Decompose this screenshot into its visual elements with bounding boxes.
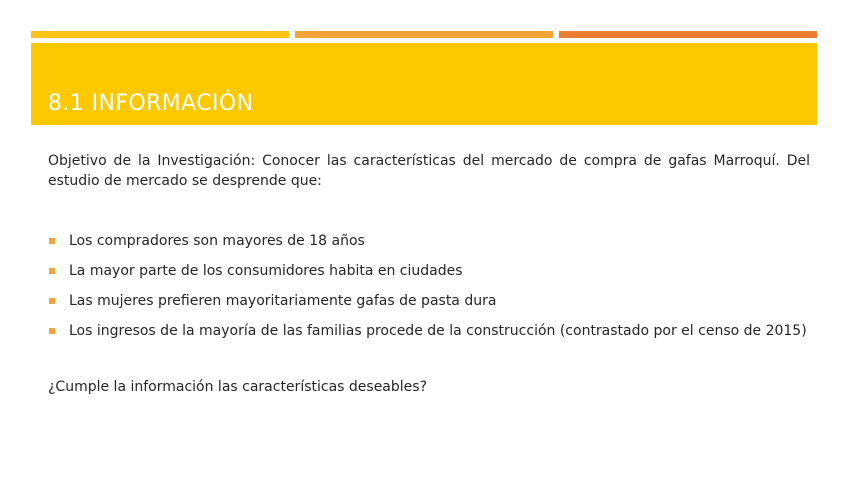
bullet-list — [48, 231, 810, 341]
bullet-item — [48, 261, 810, 281]
slide-content — [48, 151, 810, 397]
accent-bar-middle — [295, 31, 553, 38]
bullet-item — [48, 291, 810, 311]
bullet-item — [48, 321, 810, 341]
bullet-text: Las mujeres prefieren mayoritariamente gafas de pasta dura — [69, 293, 497, 309]
accent-bar-left — [31, 31, 289, 38]
bullet-text: Los compradores son mayores de 18 años — [69, 233, 365, 249]
slide-title: 8.1 INFORMACIÓN — [48, 91, 254, 116]
bullet-item — [48, 231, 810, 251]
square-bullet-icon — [49, 268, 55, 274]
bullet-text: La mayor parte de los consumidores habita en ciudades — [69, 263, 463, 279]
square-bullet-icon — [49, 298, 55, 304]
accent-bar-right — [559, 31, 817, 38]
square-bullet-icon — [49, 238, 55, 244]
intro-paragraph: Objetivo de la Investigación: Conocer las características del mercado de compra de gafas Marroquí. Del estudio de mercado se desprende que: — [48, 153, 810, 189]
closing-question: ¿Cumple la información las características deseables? — [48, 379, 427, 395]
square-bullet-icon — [49, 328, 55, 334]
title-band — [31, 43, 817, 125]
bullet-text: Los ingresos de la mayoría de las familias procede de la construcción (contrastado por el censo de 2015) — [69, 323, 807, 339]
